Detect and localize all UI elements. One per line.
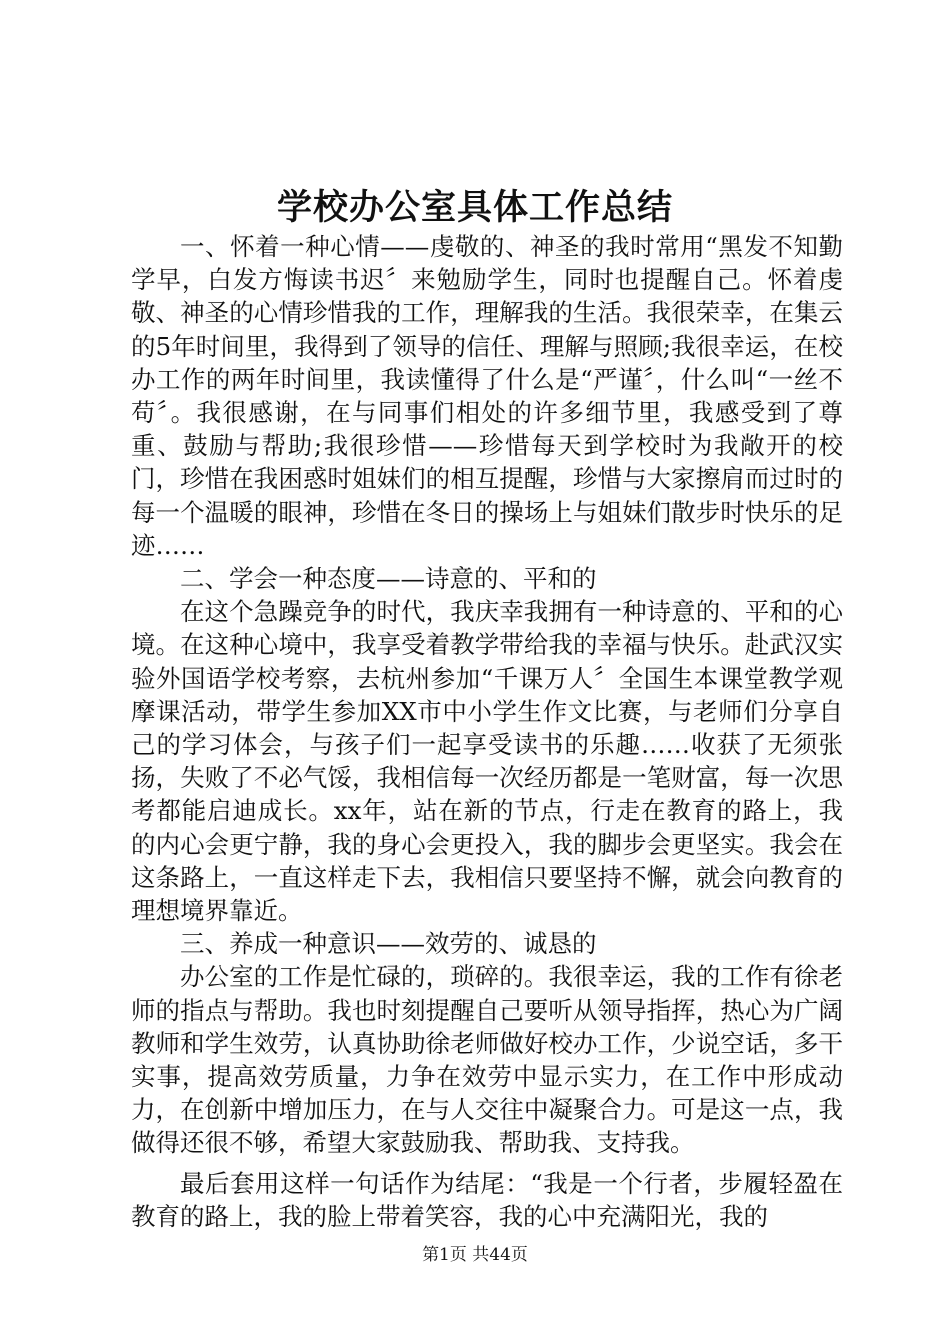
paragraph-1: 一、怀着一种心情——虔敬的、神圣的我时常用“黑发不知勤学早，白发方悔读书迟〞来勉励学生，同时也提醒自己。怀着虔敬、神圣的心情珍惜我的工作，理解我的生活。我很荣幸，在集云的5年时间里，我得到了领导的信任、理解与照顾;我很幸运，在校办工作的两年时间里，我读懂得了什么是“严谨〞，什么叫“一丝不苟〞。我很感谢，在与同事们相处的许多细节里，我感受到了尊重、鼓励与帮助;我很珍惜——珍惜每天到学校时为我敞开的校门，珍惜在我困惑时姐妹们的相互提醒，珍惜与大家擦肩而过时的每一个温暖的眼神，珍惜在冬日的操场上与姐妹们散步时快乐的足迹…… (131, 232, 843, 560)
section-heading-3: 三、养成一种意识——效劳的、诚恳的 (180, 929, 597, 959)
paragraph-2: 在这个急躁竞争的时代，我庆幸我拥有一种诗意的、平和的心境。在这种心境中，我享受着教学带给我的幸福与快乐。赴武汉实验外国语学校考察，去杭州参加“千课万人〞全国生本课堂教学观摩课活动，带学生参加XX市中小学生作文比赛，与老师们分享自己的学习体会，与孩子们一起享受读书的乐趣……收获了无须张扬，失败了不必气馁，我相信每一次经历都是一笔财富，每一次思考都能启迪成长。xx年，站在新的节点，行走在教育的路上，我的内心会更宁静，我的身心会更投入，我的脚步会更坚实。我会在这条路上，一直这样走下去，我相信只要坚持不懈，就会向教育的理想境界靠近。 (131, 597, 843, 926)
document-body (131, 230, 843, 1233)
document-title: 学校办公室具体工作总结 (276, 187, 673, 228)
section-heading-2: 二、学会一种态度——诗意的、平和的 (180, 564, 597, 594)
page-number-footer: 第1页 共44页 (422, 1245, 528, 1265)
paragraph-3: 办公室的工作是忙碌的，琐碎的。我很幸运，我的工作有徐老师的指点与帮助。我也时刻提醒自己要听从领导指挥，热心为广阔教师和学生效劳，认真协助徐老师做好校办工作，少说空话，多干实事，提高效劳质量，力争在效劳中显示实力，在工作中形成动力，在创新中增加压力，在与人交往中凝聚合力。可是这一点，我做得还很不够，希望大家鼓励我、帮助我、支持我。 (131, 962, 843, 1158)
paragraph-closing: 最后套用这样一句话作为结尾：“我是一个行者，步履轻盈在教育的路上，我的脸上带着笑容，我的心中充满阳光，我的 (131, 1168, 843, 1231)
